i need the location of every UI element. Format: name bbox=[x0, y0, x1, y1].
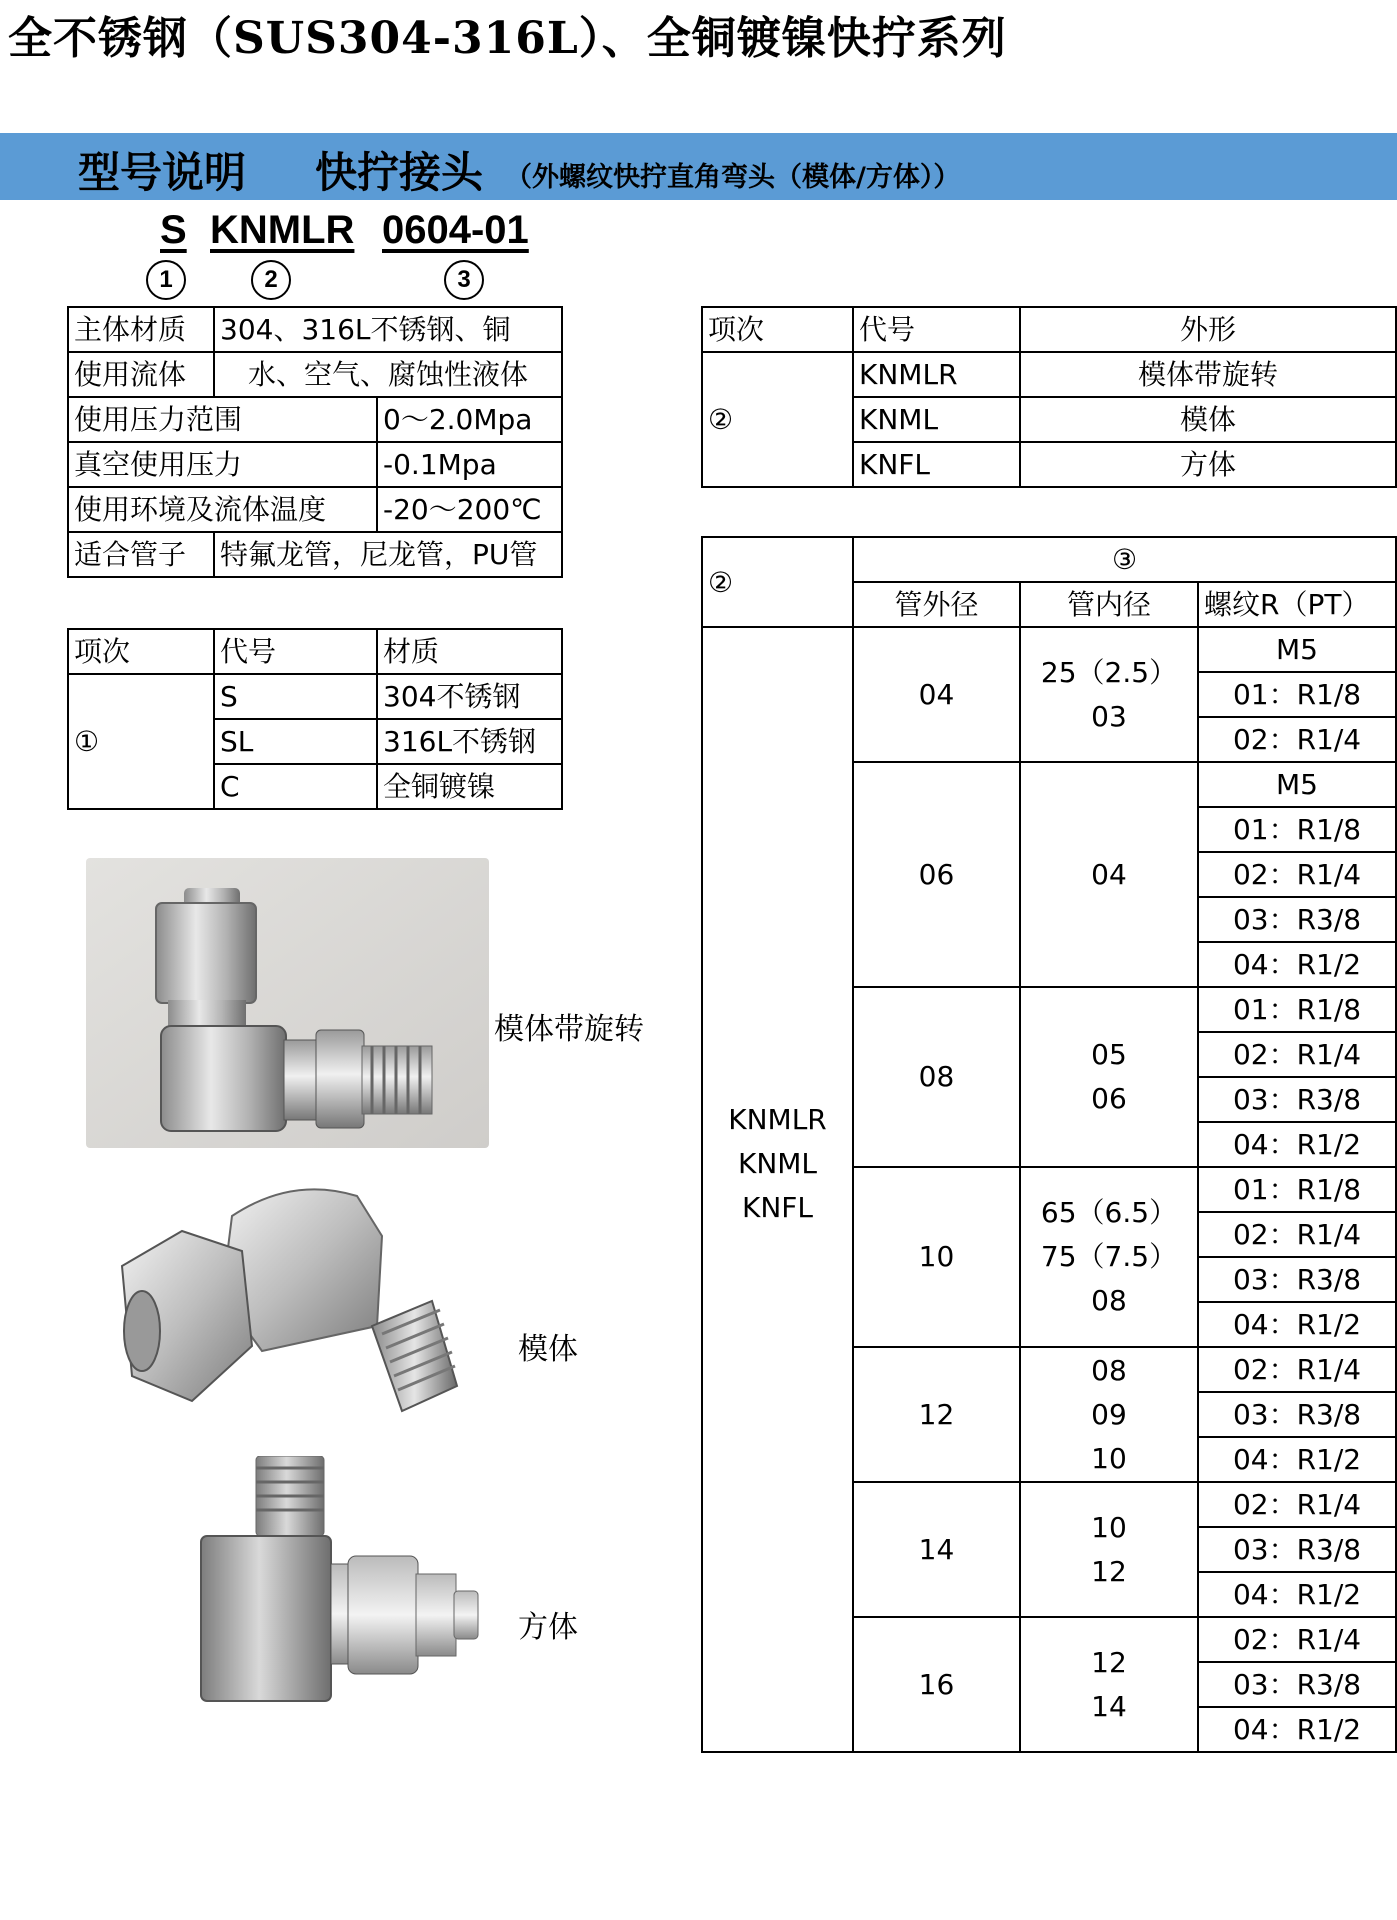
thread-cell: M5 bbox=[1198, 627, 1396, 672]
thread-cell: 04：R1/2 bbox=[1198, 1302, 1396, 1347]
spec-label: 适合管子 bbox=[68, 532, 214, 577]
inner-diameter-value: 10 bbox=[1091, 1510, 1127, 1544]
section-subtitle: 快拧接头 bbox=[315, 148, 484, 197]
thread-cell: 03：R3/8 bbox=[1198, 1257, 1396, 1302]
code-cell: S bbox=[214, 674, 377, 719]
inner-diameter-cell bbox=[1020, 987, 1198, 1167]
outer-diameter-cell: 08 bbox=[853, 987, 1020, 1167]
column-header: 管外径 bbox=[853, 582, 1020, 627]
group-cell: ② bbox=[702, 352, 853, 487]
marker-3: 3 bbox=[444, 260, 484, 300]
header-cell: 项次 bbox=[68, 629, 214, 674]
spec-label: 使用流体 bbox=[68, 352, 214, 397]
photo-caption: 方体 bbox=[518, 1610, 578, 1645]
spec-value: 0～2.0Mpa bbox=[377, 397, 562, 442]
shape-cell: 方体 bbox=[1020, 442, 1396, 487]
table-row bbox=[702, 627, 1396, 672]
material-cell: 全铜镀镍 bbox=[377, 764, 562, 809]
thread-cell: 03：R3/8 bbox=[1198, 1662, 1396, 1707]
spec-value: 水、空气、腐蚀性液体 bbox=[214, 352, 562, 397]
thread-cell: 01：R1/8 bbox=[1198, 672, 1396, 717]
header-cell: 代号 bbox=[853, 307, 1020, 352]
section-note: （外螺纹快拧直角弯头（模体/方体）） bbox=[505, 162, 961, 193]
spec-label: 使用压力范围 bbox=[68, 397, 377, 442]
header-cell: 代号 bbox=[214, 629, 377, 674]
inner-diameter-value: 75（7.5） bbox=[1040, 1240, 1178, 1273]
thread-cell: 01：R1/8 bbox=[1198, 987, 1396, 1032]
model-code: KNFL bbox=[741, 1191, 813, 1224]
model-cell bbox=[702, 627, 853, 1752]
size-header-cell: ③ bbox=[853, 537, 1396, 582]
inner-diameter-value: 65（6.5） bbox=[1040, 1196, 1178, 1229]
code-cell: KNMLR bbox=[853, 352, 1020, 397]
header-cell: 项次 bbox=[702, 307, 853, 352]
marker-1: 1 bbox=[146, 260, 186, 300]
group-header-cell: ② bbox=[702, 537, 853, 627]
thread-cell: 02：R1/4 bbox=[1198, 1482, 1396, 1527]
thread-cell: 04：R1/2 bbox=[1198, 1122, 1396, 1167]
inner-diameter-cell bbox=[1020, 1482, 1198, 1617]
model-code: KNML bbox=[737, 1147, 818, 1180]
thread-cell: 02：R1/4 bbox=[1198, 1032, 1396, 1077]
header-cell: 外形 bbox=[1020, 307, 1396, 352]
inner-diameter-value: 08 bbox=[1091, 1353, 1127, 1387]
spec-value: -0.1Mpa bbox=[377, 442, 562, 487]
thread-cell: 02：R1/4 bbox=[1198, 1617, 1396, 1662]
inner-diameter-value: 10 bbox=[1091, 1441, 1127, 1475]
column-header: 螺纹R（PT） bbox=[1198, 582, 1396, 627]
code-cell: SL bbox=[214, 719, 377, 764]
inner-diameter-value: 03 bbox=[1091, 699, 1127, 733]
model-code: KNMLR bbox=[728, 1103, 827, 1136]
inner-diameter-value: 14 bbox=[1091, 1689, 1127, 1723]
code-cell: C bbox=[214, 764, 377, 809]
inner-diameter-cell bbox=[1020, 1167, 1198, 1347]
material-table bbox=[67, 628, 563, 810]
thread-cell: 03：R3/8 bbox=[1198, 1527, 1396, 1572]
thread-cell: M5 bbox=[1198, 762, 1396, 807]
thread-cell: 04：R1/2 bbox=[1198, 1572, 1396, 1617]
thread-cell: 04：R1/2 bbox=[1198, 1437, 1396, 1482]
outer-diameter-cell: 14 bbox=[853, 1482, 1020, 1617]
section-title: 型号说明 bbox=[78, 148, 247, 197]
thread-cell: 03：R3/8 bbox=[1198, 897, 1396, 942]
inner-diameter-value: 12 bbox=[1091, 1645, 1127, 1679]
inner-diameter-cell bbox=[1020, 762, 1198, 987]
column-header: 管内径 bbox=[1020, 582, 1198, 627]
thread-cell: 04：R1/2 bbox=[1198, 942, 1396, 987]
spec-label: 真空使用压力 bbox=[68, 442, 377, 487]
outer-diameter-cell: 10 bbox=[853, 1167, 1020, 1347]
elbow-fitting-square-photo bbox=[196, 1456, 496, 1706]
outer-diameter-cell: 12 bbox=[853, 1347, 1020, 1482]
elbow-fitting-swivel-photo bbox=[86, 858, 489, 1148]
thread-cell: 03：R3/8 bbox=[1198, 1077, 1396, 1122]
thread-cell: 02：R1/4 bbox=[1198, 1347, 1396, 1392]
material-cell: 304不锈钢 bbox=[377, 674, 562, 719]
model-code-part3: 0604-01 bbox=[382, 208, 529, 252]
spec-value: 特氟龙管，尼龙管，PU管 bbox=[214, 532, 562, 577]
thread-cell: 01：R1/8 bbox=[1198, 1167, 1396, 1212]
thread-cell: 02：R1/4 bbox=[1198, 852, 1396, 897]
shape-table bbox=[701, 306, 1397, 488]
spec-label: 使用环境及流体温度 bbox=[68, 487, 377, 532]
code-cell: KNML bbox=[853, 397, 1020, 442]
page-title: 全不锈钢（SUS304-316L）、全铜镀镍快拧系列 bbox=[8, 13, 1007, 64]
inner-diameter-value: 09 bbox=[1091, 1397, 1127, 1431]
thread-cell: 02：R1/4 bbox=[1198, 717, 1396, 762]
shape-cell: 模体带旋转 bbox=[1020, 352, 1396, 397]
spec-value: 304、316L不锈钢、铜 bbox=[214, 307, 562, 352]
photo-caption: 模体 bbox=[518, 1332, 578, 1367]
thread-cell: 03：R3/8 bbox=[1198, 1392, 1396, 1437]
size-table bbox=[701, 536, 1397, 1753]
inner-diameter-value: 12 bbox=[1091, 1554, 1127, 1588]
inner-diameter-value: 04 bbox=[1091, 857, 1127, 891]
photo-caption: 模体带旋转 bbox=[494, 1012, 644, 1047]
marker-2: 2 bbox=[251, 260, 291, 300]
inner-diameter-cell bbox=[1020, 1617, 1198, 1752]
inner-diameter-value: 05 bbox=[1091, 1038, 1127, 1071]
thread-cell: 02：R1/4 bbox=[1198, 1212, 1396, 1257]
elbow-fitting-body-photo bbox=[112, 1176, 482, 1438]
thread-cell: 01：R1/8 bbox=[1198, 807, 1396, 852]
model-code-part2: KNMLR bbox=[210, 208, 355, 252]
code-cell: KNFL bbox=[853, 442, 1020, 487]
thread-cell: 04：R1/2 bbox=[1198, 1707, 1396, 1752]
inner-diameter-value: 06 bbox=[1091, 1082, 1127, 1115]
outer-diameter-cell: 06 bbox=[853, 762, 1020, 987]
header-cell: 材质 bbox=[377, 629, 562, 674]
inner-diameter-cell bbox=[1020, 627, 1198, 762]
spec-value: -20～200℃ bbox=[377, 487, 562, 532]
shape-cell: 模体 bbox=[1020, 397, 1396, 442]
inner-diameter-cell bbox=[1020, 1347, 1198, 1482]
material-cell: 316L不锈钢 bbox=[377, 719, 562, 764]
inner-diameter-value: 25（2.5） bbox=[1040, 655, 1178, 689]
outer-diameter-cell: 16 bbox=[853, 1617, 1020, 1752]
spec-label: 主体材质 bbox=[68, 307, 214, 352]
spec-table bbox=[67, 306, 563, 578]
outer-diameter-cell: 04 bbox=[853, 627, 1020, 762]
model-code-part1: S bbox=[160, 208, 187, 252]
group-cell: ① bbox=[68, 674, 214, 809]
inner-diameter-value: 08 bbox=[1091, 1284, 1127, 1317]
